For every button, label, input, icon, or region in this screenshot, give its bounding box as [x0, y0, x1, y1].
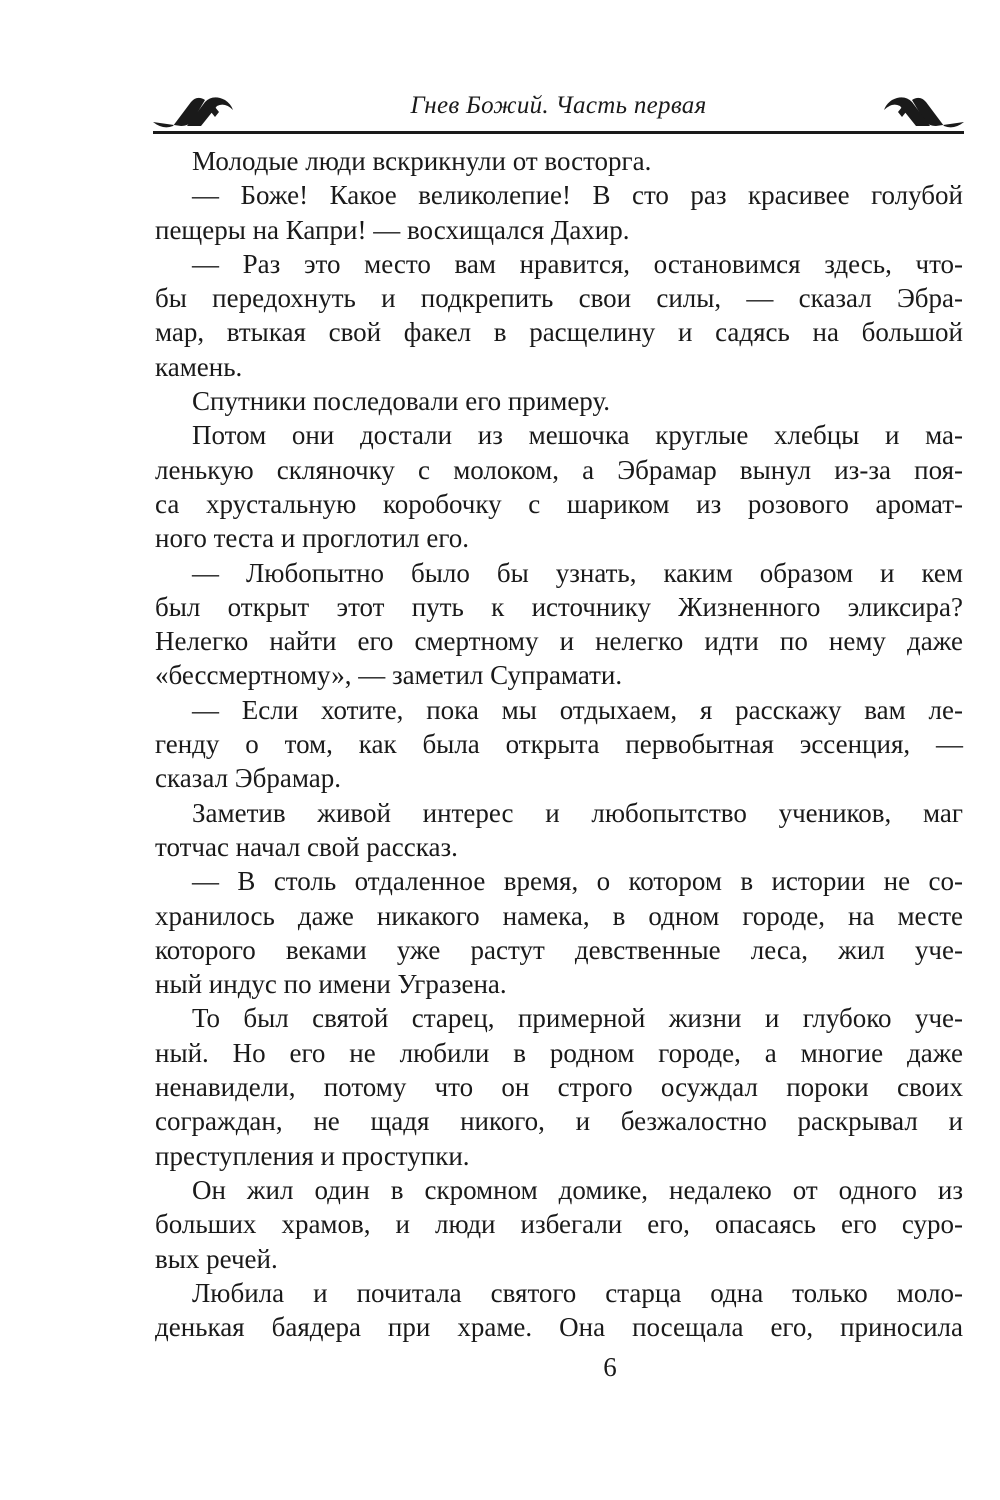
text-line: Он жил один в скромном домике, недалеко от одного из [192, 1174, 963, 1205]
text-line: — Раз это место вам нравится, остановимся здесь, что- [192, 248, 963, 279]
text-line: ленькую скляночку с молоком, а Эбрамар вынул из-за поя- [155, 454, 963, 485]
text-line: Потом они достали из мешочка круглые хлебцы и ма- [192, 420, 963, 451]
text-line: денькая баядера при храме. Она посещала его, приносила [155, 1312, 963, 1343]
running-header [153, 88, 964, 134]
text-line: вых речей. [155, 1243, 278, 1274]
text-line: больших храмов, и люди избегали его, опасаясь его суро- [155, 1209, 963, 1240]
text-line: был открыт этот путь к источнику Жизненного эликсира? [155, 591, 963, 622]
text-line: бы передохнуть и подкрепить свои силы, — сказал Эбра- [155, 283, 963, 314]
text-line: которого веками уже растут девственные леса, жил уче- [155, 934, 963, 965]
text-line: ный индус по имени Угразена. [155, 969, 507, 1000]
header-rule [153, 131, 964, 134]
text-line: Спутники последовали его примеру. [192, 386, 610, 417]
text-line: преступления и проступки. [155, 1140, 470, 1171]
text-line: са хрустальную коробочку с шариком из розового аромат- [155, 488, 963, 519]
text-line: сказал Эбрамар. [155, 763, 341, 794]
text-line: мар, втыкая свой факел в расщелину и садясь на большой [155, 317, 963, 348]
text-line: Молодые люди вскрикнули от восторга. [192, 146, 652, 176]
text-line: ного теста и проглотил его. [155, 523, 469, 554]
page-number: 6 [603, 1352, 617, 1382]
text-line: камень. [155, 351, 243, 382]
text-line: — Если хотите, пока мы отдыхаем, я расскажу вам ле- [192, 694, 963, 725]
text-line: — В столь отдаленное время, о котором в истории не со- [192, 866, 963, 897]
text-line: ненавидели, потому что он строго осуждал пороки своих [155, 1072, 963, 1103]
text-line: пещеры на Капри! — восхищался Дахир. [155, 214, 630, 245]
text-line: Нелегко найти его смертному и нелегко идти по нему даже [155, 626, 963, 657]
text-line: — Боже! Какое великолепие! В сто раз красивее голубой [192, 180, 963, 211]
text-line: Любила и почитала святого старца одна только моло- [192, 1277, 963, 1308]
body-text [155, 144, 963, 1344]
text-line: генду о том, как была открыта первобытная эссенция, — [155, 729, 963, 760]
text-line: «бессмертному», — заметил Супрамати. [155, 660, 623, 691]
ornament-right-icon [884, 92, 964, 132]
header-title: Гнев Божий. Часть первая [410, 92, 707, 119]
text-line: Заметив живой интерес и любопытство учеников, маг [192, 797, 963, 828]
text-line: хранилось даже никакого намека, в одном городе, на месте [155, 900, 963, 931]
text-line: — Любопытно было бы узнать, каким образом и кем [192, 557, 963, 588]
text-line: тотчас начал свой рассказ. [155, 831, 458, 862]
text-line: ный. Но его не любили в родном городе, а многие даже [155, 1037, 963, 1068]
text-line: То был святой старец, примерной жизни и глубоко уче- [192, 1003, 963, 1034]
text-line: сограждан, не щадя никого, и безжалостно раскрывал и [155, 1106, 963, 1137]
